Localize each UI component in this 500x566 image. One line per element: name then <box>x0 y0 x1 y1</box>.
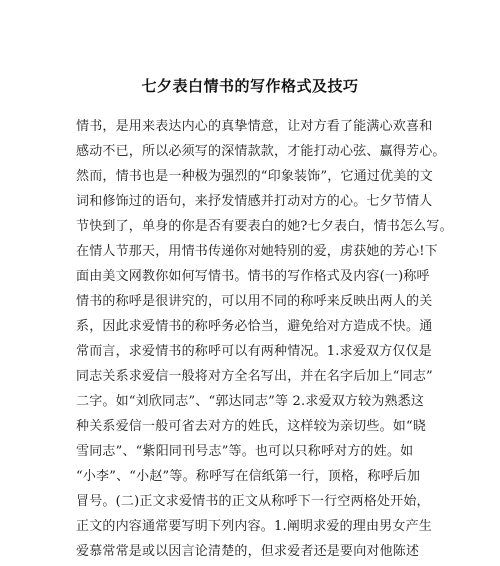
document-body <box>76 114 453 564</box>
body-line: “小李”、“小赵”等。称呼写在信纸第一行，顶格，称呼后加 <box>76 469 421 484</box>
body-line: 情书，是用来表达内心的真挚情意，让对方看了能满心欢喜和 <box>76 119 433 134</box>
body-line: 情书的称呼是很讲究的，可以用不同的称呼来反映出两人的关 <box>76 294 433 309</box>
body-line: 词和修饰过的语句，来抒发情感并打动对方的心。七夕节情人 <box>76 194 433 209</box>
body-line: 节快到了，单身的你是否有要表白的她?七夕表白，情书怎么写。 <box>76 219 453 234</box>
body-line: 爱慕常常是或以因言论清楚的，但求爱者还是要向对他陈述 <box>76 544 420 559</box>
body-line: 同志关系求爱信一般将对方全名写出，并在名字后加上“同志” <box>76 369 433 384</box>
body-line: 正文的内容通常要写明下列内容。1.阐明求爱的理由男女产生 <box>76 519 433 534</box>
body-line: 系，因此求爱情书的称呼务必恰当，避免给对方造成不快。通 <box>76 319 433 334</box>
body-line: 种关系爱信一般可省去对方的姓氏，这样较为亲切些。如“晓 <box>76 419 427 434</box>
document-title: 七夕表白情书的写作格式及技巧 <box>141 77 359 95</box>
body-line: 在情人节那天，用情书传递你对她特别的爱，虏获她的芳心!下 <box>76 244 438 259</box>
body-line: 冒号。(二)正文求爱情书的正文从称呼下一行空两格处开始， <box>76 494 430 509</box>
body-line: 常而言，求爱情书的称呼可以有两种情况。1.求爱双方仅仅是 <box>76 344 433 359</box>
body-line: 雪同志”、“紫阳同刊号志”等。也可以只称呼对方的姓。如 <box>76 444 414 459</box>
body-line: 然而，情书也是一种极为强烈的“印象装饰”，它通过优美的文 <box>76 169 433 184</box>
body-line: 面由美文网教你如何写情书。情书的写作格式及内容(一)称呼 <box>76 269 430 284</box>
body-line: 二字。如“刘欣同志”、“郭达同志”等 2.求爱双方较为熟悉这 <box>76 394 425 409</box>
body-line: 感动不已，所以必须写的深情款款，才能打动心弦、赢得芳心。 <box>76 144 446 159</box>
